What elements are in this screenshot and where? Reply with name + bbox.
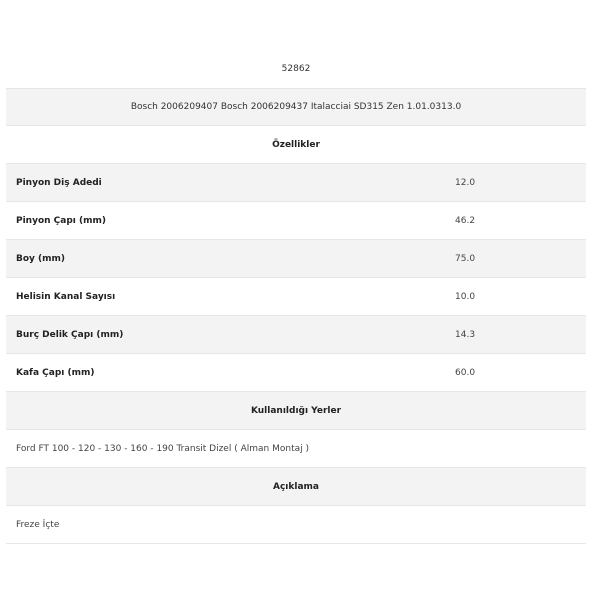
spec-label: Burç Delik Çapı (mm) bbox=[16, 329, 124, 340]
spec-value: 12.0 bbox=[455, 177, 476, 188]
description-heading-row bbox=[6, 468, 586, 506]
spec-row bbox=[6, 240, 586, 278]
spec-value: 14.3 bbox=[455, 329, 476, 340]
spec-label: Helisin Kanal Sayısı bbox=[16, 291, 116, 302]
spec-value: 60.0 bbox=[455, 367, 476, 378]
product-references: Bosch 2006209407 Bosch 2006209437 Italacciai SD315 Zen 1.01.0313.0 bbox=[130, 102, 462, 112]
references-row bbox=[6, 88, 586, 126]
spec-row bbox=[6, 202, 586, 240]
description-row bbox=[6, 506, 586, 544]
description-heading: Açıklama bbox=[273, 481, 319, 492]
specs-heading-row bbox=[6, 126, 586, 164]
spec-label: Boy (mm) bbox=[16, 253, 66, 264]
usage-heading: Kullanıldığı Yerler bbox=[250, 405, 342, 416]
spec-label: Pinyon Çapı (mm) bbox=[16, 215, 106, 226]
spec-row bbox=[6, 278, 586, 316]
spec-row bbox=[6, 316, 586, 354]
spec-row bbox=[6, 164, 586, 202]
usage-row bbox=[6, 430, 586, 468]
spec-label: Pinyon Diş Adedi bbox=[16, 177, 102, 188]
description-text: Freze İçte bbox=[16, 519, 60, 530]
spec-value: 75.0 bbox=[455, 253, 476, 264]
usage-heading-row bbox=[6, 392, 586, 430]
spec-row bbox=[6, 354, 586, 392]
usage-text: Ford FT 100 - 120 - 130 - 160 - 190 Transit Dizel ( Alman Montaj ) bbox=[16, 443, 309, 454]
spec-value: 46.2 bbox=[455, 215, 476, 226]
product-spec-table bbox=[6, 50, 586, 544]
spec-label: Kafa Çapı (mm) bbox=[16, 367, 95, 378]
spec-value: 10.0 bbox=[455, 291, 476, 302]
product-code: 52862 bbox=[281, 64, 311, 74]
product-code-row bbox=[6, 50, 586, 88]
specs-heading: Özellikler bbox=[272, 139, 320, 150]
